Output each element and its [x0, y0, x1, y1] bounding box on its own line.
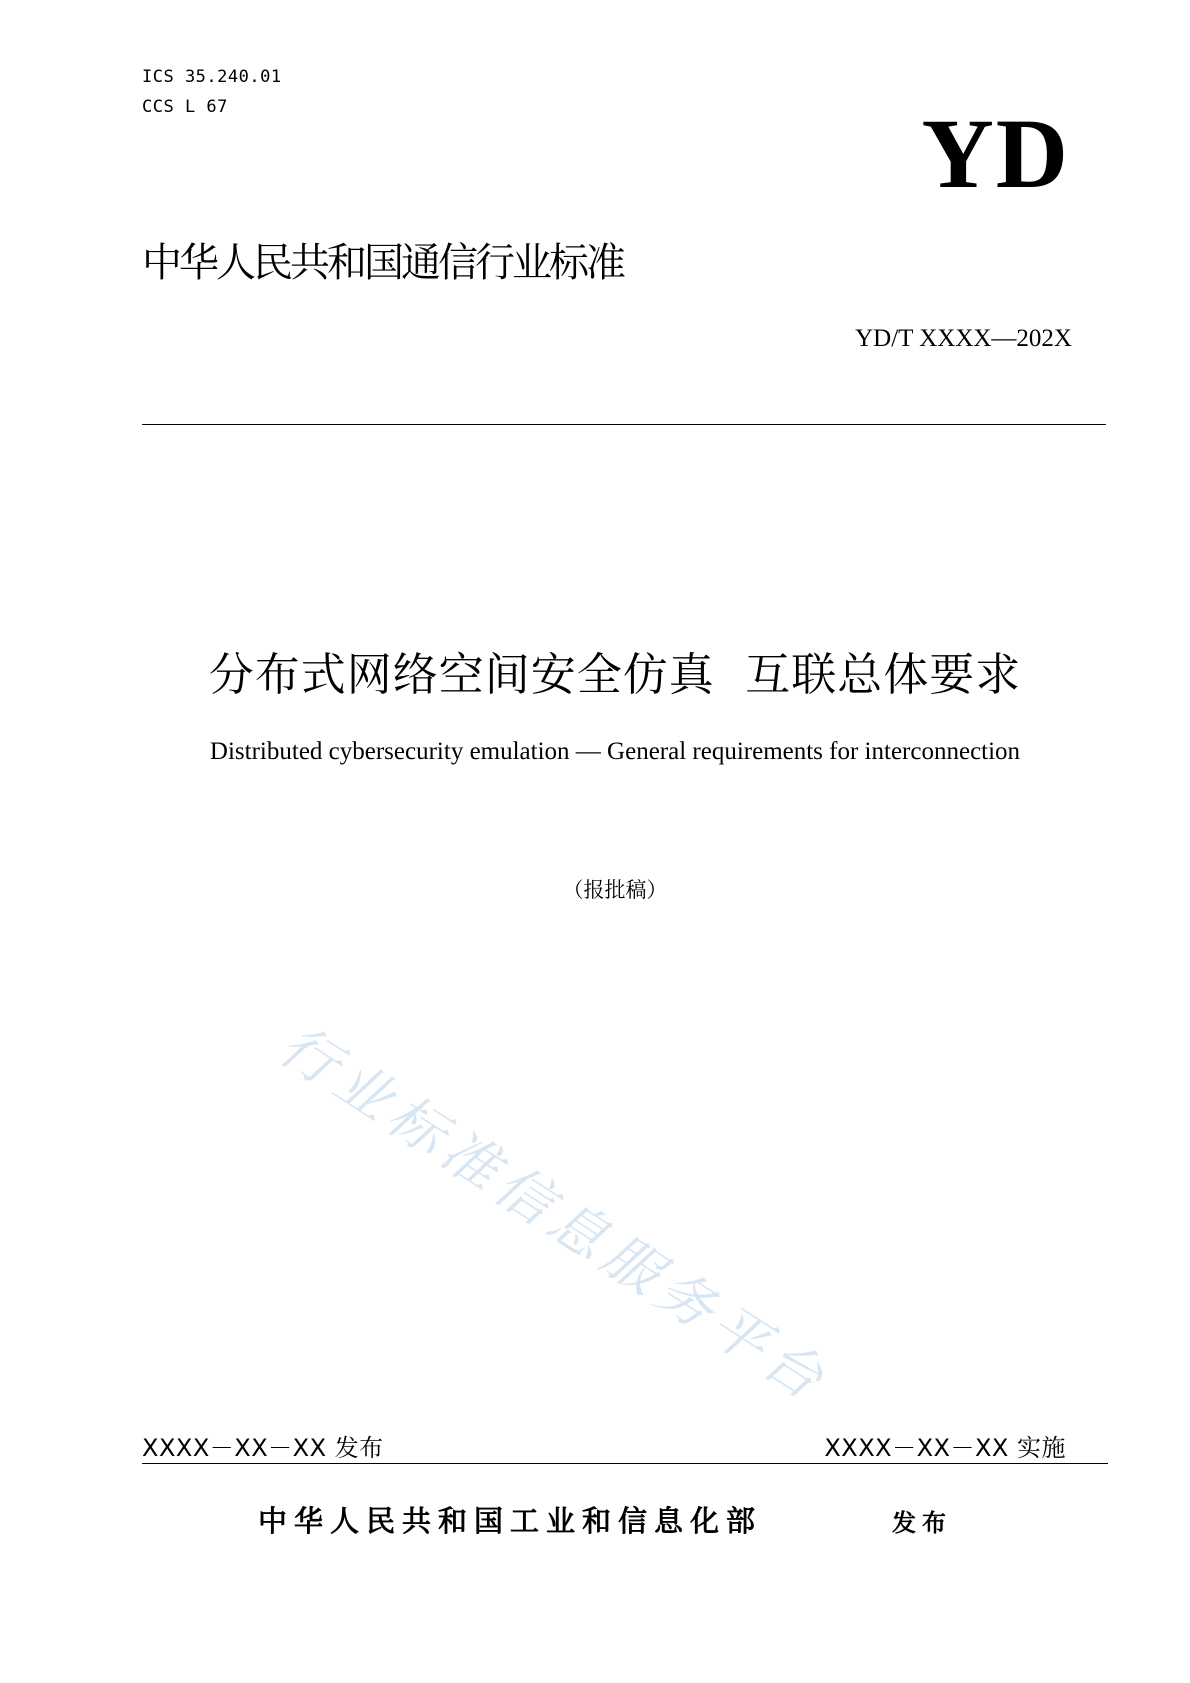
- draft-status: （报批稿）: [562, 878, 668, 902]
- watermark: 行业标准信息服务平台: [268, 1013, 841, 1417]
- header-divider: [142, 424, 1106, 425]
- publisher-name: 中华人民共和国工业和信息化部: [258, 1504, 763, 1538]
- document-title-english: Distributed cybersecurity emulation — General requirements for interconnection: [209, 738, 1021, 765]
- publish-date: XXXX－XX－XX 发布: [142, 1434, 384, 1462]
- yd-logo: YD: [921, 98, 1070, 209]
- ccs-code: CCS L 67: [142, 97, 228, 117]
- standard-title: 中华人民共和国通信行业标准: [142, 240, 623, 286]
- document-title-chinese: 分布式网络空间安全仿真 互联总体要求: [208, 648, 1022, 701]
- document-number: YD/T XXXX—202X: [855, 325, 1072, 352]
- classification-codes: [142, 62, 282, 122]
- footer-divider: [142, 1463, 1108, 1464]
- implement-date: XXXX－XX－XX 实施: [824, 1434, 1066, 1462]
- ics-code: ICS 35.240.01: [142, 67, 282, 87]
- publish-label: 发布: [892, 1508, 952, 1537]
